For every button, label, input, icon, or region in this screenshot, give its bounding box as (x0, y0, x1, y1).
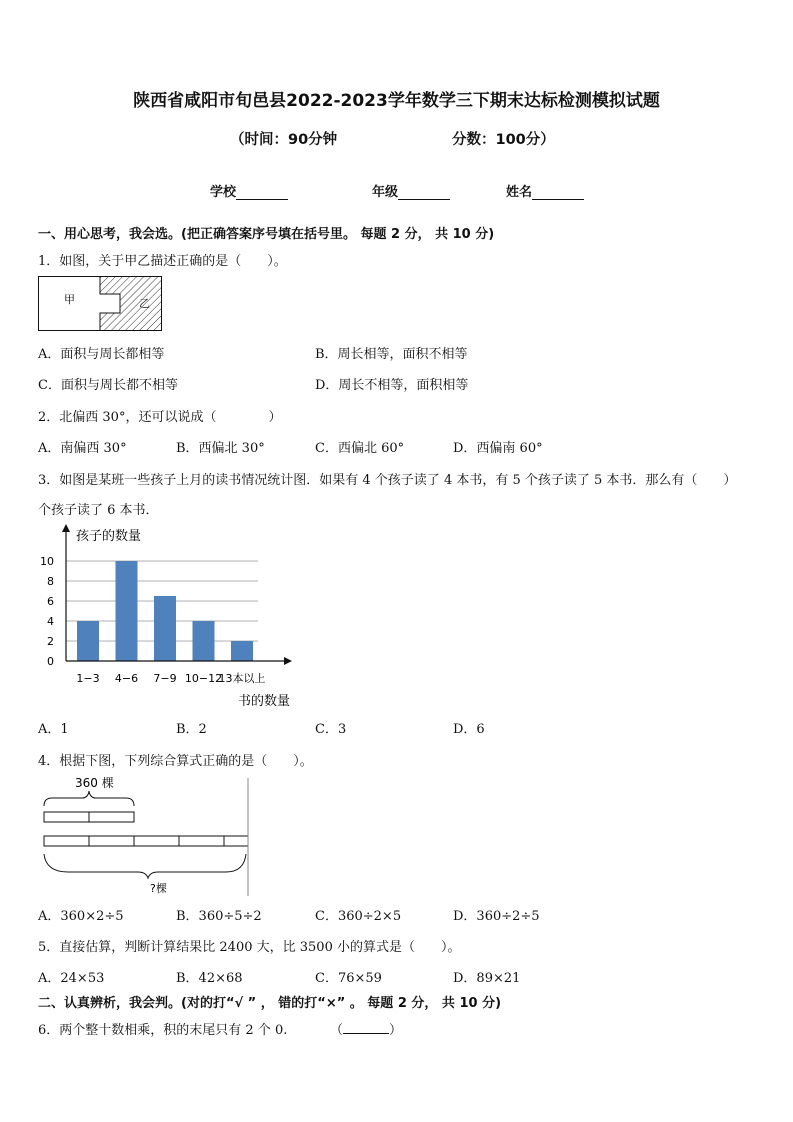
grade-field (372, 181, 450, 200)
q1-label-jia: 甲 (64, 293, 75, 306)
q2-option-b[interactable]: B．西偏北 30° (176, 441, 265, 456)
q6-answer-close: ） (389, 1023, 403, 1038)
q3-option-b[interactable]: B．2 (176, 722, 207, 737)
chart-y-tick-label: 0 (47, 655, 54, 668)
q3-option-d[interactable]: D．6 (453, 722, 485, 737)
question-6: 6．两个整十数相乘，积的末尾只有 2 个 0. (38, 1023, 288, 1038)
chart-y-tick-label: 2 (47, 635, 54, 648)
q1-option-c[interactable]: C．面积与周长都不相等 (38, 378, 178, 393)
q3-option-c[interactable]: C．3 (315, 722, 347, 737)
chart-y-axis-arrow (62, 524, 70, 532)
section-1-title: 一、用心思考，我会选。(把正确答案序号填在括号里。 每题 2 分， 共 10 分) (38, 227, 495, 242)
chart-x-tick-label: 1−3 (76, 672, 100, 685)
q1-option-d[interactable]: D．周长不相等，面积相等 (315, 378, 469, 393)
q5-option-b[interactable]: B．42×68 (176, 971, 243, 986)
q6-answer-box[interactable] (330, 1019, 402, 1038)
q1-figure (38, 276, 164, 334)
page-title: 陕西省咸阳市旬邑县2022-2023学年数学三下期末达标检测模拟试题 (133, 91, 660, 111)
name-field (506, 181, 584, 200)
question-2: 2．北偏西 30°，还可以说成（ ） (38, 410, 282, 425)
school-blank[interactable] (236, 186, 288, 200)
grade-label: 年级 (372, 185, 399, 200)
q1-label-yi: 乙 (139, 297, 150, 310)
question-1: 1．如图，关于甲乙描述正确的是（ ）。 (38, 254, 287, 269)
chart-y-tick-label: 10 (40, 555, 54, 568)
q1-option-b[interactable]: B．周长相等，面积不相等 (315, 347, 468, 362)
q4-label-bottom: ?棵 (150, 882, 167, 895)
q5-option-d[interactable]: D．89×21 (453, 971, 521, 986)
q3-option-a[interactable]: A．1 (38, 722, 69, 737)
chart-x-label: 书的数量 (238, 694, 291, 709)
name-label: 姓名 (506, 185, 533, 200)
name-blank[interactable] (532, 186, 584, 200)
chart-y-tick-label: 4 (47, 615, 54, 628)
q6-answer-open: （ (330, 1023, 344, 1038)
q4-line-diagram (38, 774, 254, 896)
chart-y-label: 孩子的数量 (76, 529, 142, 544)
chart-y-tick-label: 6 (47, 595, 54, 608)
q5-option-a[interactable]: A．24×53 (38, 971, 105, 986)
q4-option-b[interactable]: B．360÷5÷2 (176, 909, 262, 924)
school-field (210, 181, 288, 200)
q1-option-a[interactable]: A．面积与周长都相等 (38, 347, 165, 362)
q4-long-segment (44, 836, 248, 846)
chart-x-tick-label: 4−6 (114, 672, 139, 685)
chart-bar (154, 596, 176, 661)
chart-y-tick-label: 8 (47, 575, 54, 588)
q2-option-a[interactable]: A．南偏西 30° (38, 441, 127, 456)
exam-time: （时间：90分钟 (230, 132, 338, 148)
q4-label-top: 360 棵 (75, 776, 114, 790)
question-4: 4．根据下图，下列综合算式正确的是（ ）。 (38, 754, 313, 769)
exam-score: 分数：100分） (452, 132, 555, 148)
question-3-line-1: 3．如图是某班一些孩子上月的读书情况统计图．如果有 4 个孩子读了 4 本书，有 5 个孩子读了 5 本书．那么有（ ） (38, 473, 737, 488)
chart-x-axis-arrow (284, 657, 292, 665)
chart-bar (77, 621, 99, 661)
chart-x-tick-label: 13本以上 (218, 672, 266, 685)
chart-bar (231, 641, 253, 661)
question-3-line-2: 个孩子读了 6 本书． (38, 503, 159, 518)
q4-top-brace (44, 791, 134, 806)
school-label: 学校 (210, 185, 237, 200)
grade-blank[interactable] (398, 186, 450, 200)
chart-bar (193, 621, 215, 661)
chart-x-tick-label: 7−9 (153, 672, 177, 685)
q5-option-c[interactable]: C．76×59 (315, 971, 382, 986)
q4-option-c[interactable]: C．360÷2×5 (315, 909, 402, 924)
q4-option-a[interactable]: A．360×2÷5 (38, 909, 124, 924)
chart-bar (116, 561, 138, 661)
q4-bottom-brace (44, 854, 246, 878)
chart-x-tick-label: 10−12 (184, 672, 223, 685)
q3-bar-chart (30, 520, 310, 712)
q4-option-d[interactable]: D．360÷2÷5 (453, 909, 540, 924)
question-5: 5．直接估算，判断计算结果比 2400 大，比 3500 小的算式是（ ）。 (38, 940, 461, 955)
section-2-title: 二、认真辨析，我会判。(对的打“√ ” ， 错的打“×” 。 每题 2 分， 共 10 分) (38, 996, 502, 1011)
q2-option-d[interactable]: D．西偏南 60° (453, 441, 543, 456)
q2-option-c[interactable]: C．西偏北 60° (315, 441, 405, 456)
q6-answer-blank[interactable] (343, 1021, 389, 1034)
